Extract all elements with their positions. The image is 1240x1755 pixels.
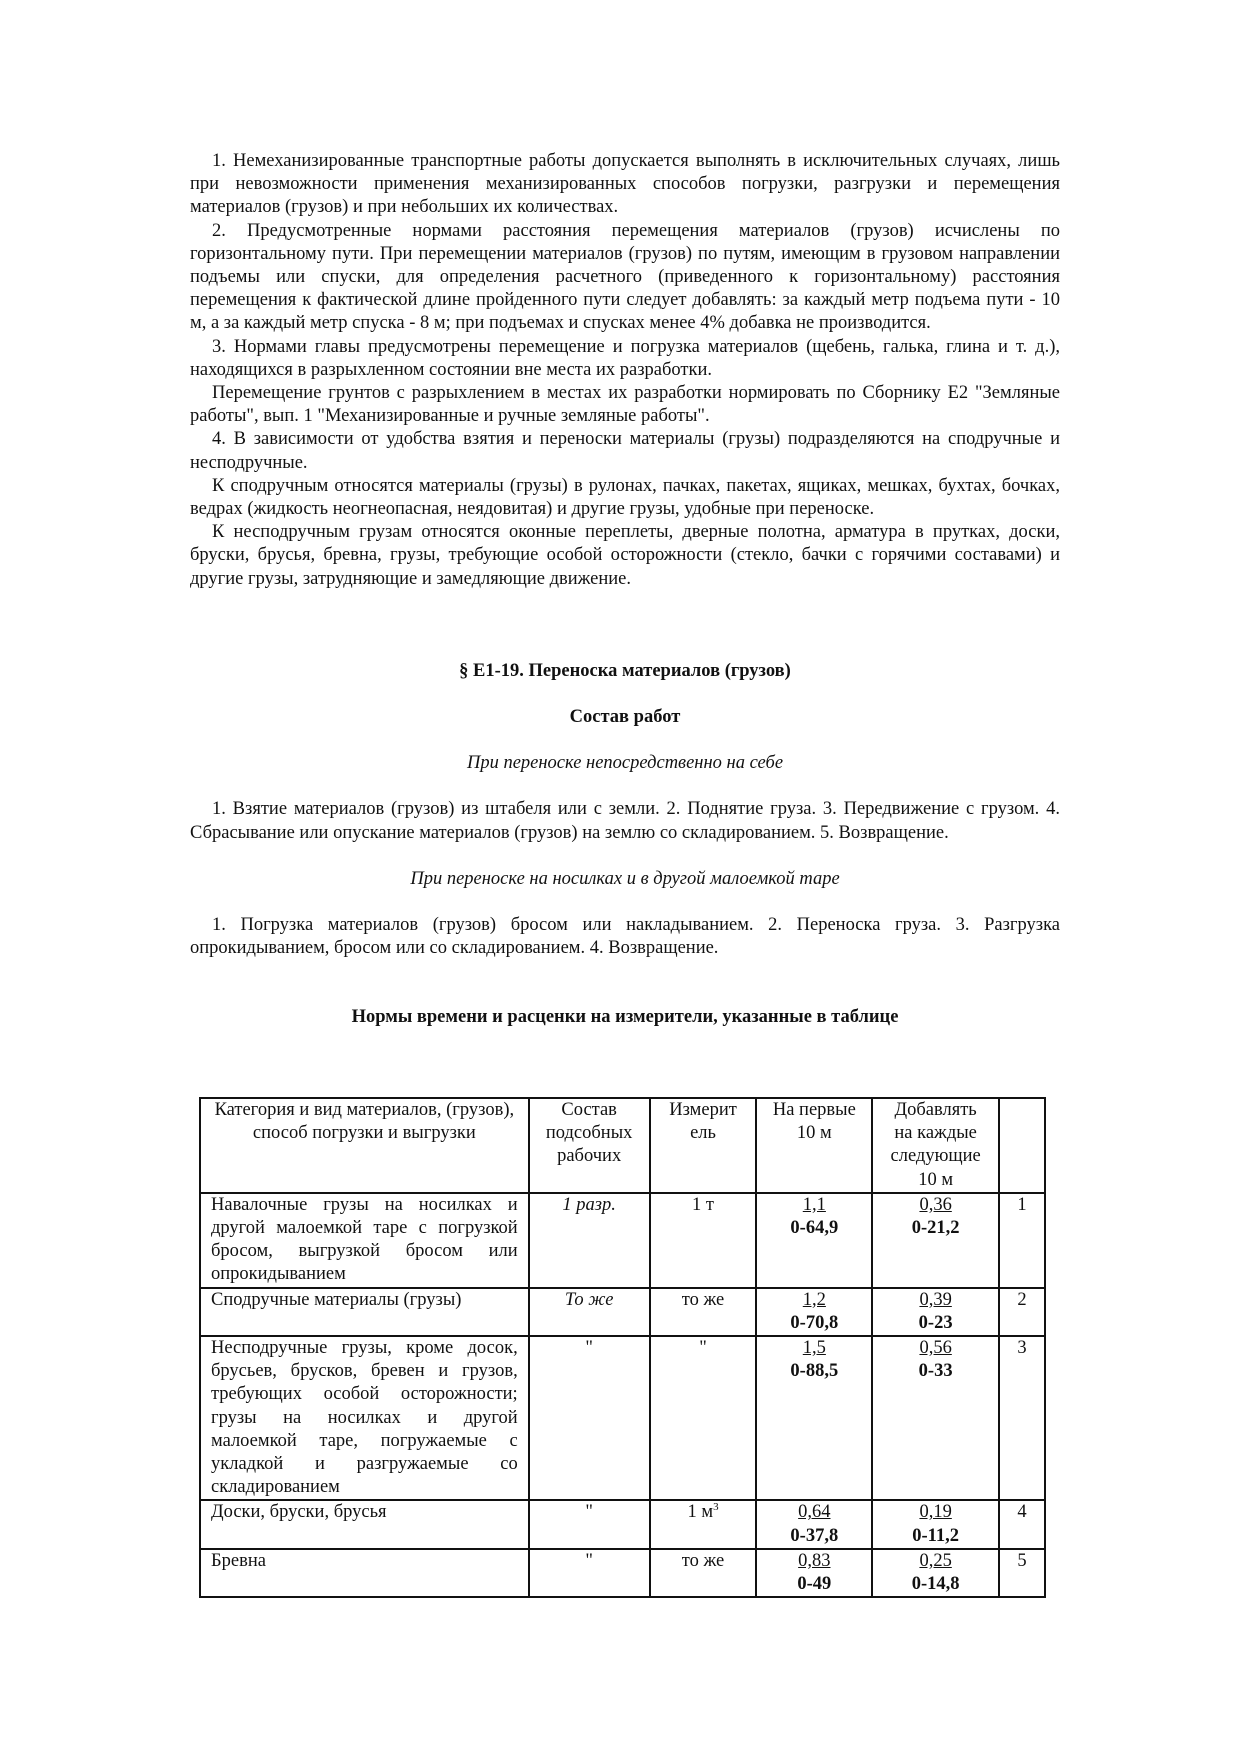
cell-number: 4 (999, 1500, 1045, 1548)
cell-category: Сподручные материалы (грузы) (200, 1288, 529, 1336)
cell-first-10m (756, 1193, 872, 1288)
cell-first-10m (756, 1549, 872, 1597)
norm-time: 1,5 (802, 1338, 826, 1359)
unit-text: " (699, 1338, 707, 1359)
case1-text: 1. Взятие материалов (грузов) из штабеля или с земли. 2. Поднятие груза. 3. Передвижение с грузом. 4. Сбрасывание или опускание материалов (грузов) на землю со складированием. 5. Возвращение. (190, 799, 1060, 843)
cell-category: Несподручные грузы, кроме досок, брусьев, брусков, бревен и грузов, требующих особой осторожности; грузы на носилках и другой малоемкой таре, погружаемые с укладкой и разгружаемые со складированием (200, 1336, 529, 1500)
unit-text: 1 м (687, 1502, 714, 1523)
cell-workers: То же (529, 1288, 650, 1336)
cell-workers: 1 разр. (529, 1193, 650, 1288)
paragraph-7: К несподручным грузам относятся оконные переплеты, дверные полотна, арматура в прутках, доски, бруски, брусья, бревна, грузы, требующие особой осторожности (стекло, бачки с горячими составами) и другие грузы, затрудняющие и замедляющие движение. (190, 522, 1060, 589)
price: 0-37,8 (790, 1525, 839, 1546)
header-workers: Состав подсобных рабочих (529, 1098, 650, 1193)
norm-time: 0,36 (919, 1194, 952, 1215)
unit-text: 1 т (692, 1194, 715, 1215)
section-title: § Е1-19. Переноска материалов (грузов) (459, 660, 791, 681)
header-first-10m: На первые 10 м (756, 1098, 872, 1193)
table-row (200, 1193, 1045, 1288)
paragraph-3: 3. Нормами главы предусмотрены перемещение и погрузка материалов (щебень, галька, глина и т. д.), находящихся в разрыхленном состоянии вне места их разработки. (190, 336, 1060, 380)
paragraph-2: 2. Предусмотренные нормами расстояния перемещения материалов (грузов) исчислены по горизонтальному пути. При перемещении материалов (грузов) по путям, имеющим в грузовом направлении подъемы или спуски, для определения расчетного (приведенного к горизонтальному) расстояния перемещения к фактической длине пройденного пути следует добавлять: за каждый метр подъема пути - 10 м, а за каждый метр спуска - 8 м; при подъемах и спусках менее 4% добавка не производится. (190, 220, 1060, 334)
cell-each-next-10m (872, 1288, 999, 1336)
cell-unit (650, 1193, 757, 1288)
cell-workers: " (529, 1500, 650, 1548)
norm-time: 0,19 (919, 1502, 952, 1523)
price: 0-70,8 (790, 1312, 839, 1333)
document-page (190, 150, 1060, 1030)
cell-number: 2 (999, 1288, 1045, 1336)
header-category: Категория и вид материалов, (грузов), способ погрузки и выгрузки (200, 1098, 529, 1193)
price: 0-14,8 (911, 1574, 960, 1595)
price: 0-21,2 (911, 1218, 960, 1239)
cell-number: 1 (999, 1193, 1045, 1288)
cell-category: Навалочные грузы на носилках и другой малоемкой таре с погрузкой бросом, выгрузкой бросом или опрокидыванием (200, 1193, 529, 1288)
cell-first-10m (756, 1500, 872, 1548)
cell-unit (650, 1549, 757, 1597)
norm-time: 0,64 (798, 1502, 831, 1523)
norm-time: 0,83 (798, 1550, 831, 1571)
cell-category: Доски, бруски, брусья (200, 1500, 529, 1548)
unit-text: то же (681, 1289, 725, 1310)
table-row (200, 1549, 1045, 1597)
cell-each-next-10m (872, 1549, 999, 1597)
cell-unit (650, 1336, 757, 1500)
unit-sup: 3 (713, 1501, 719, 1514)
cell-unit (650, 1500, 757, 1548)
table-header-row (200, 1098, 1045, 1193)
cell-first-10m (756, 1288, 872, 1336)
cell-each-next-10m (872, 1500, 999, 1548)
header-unit: Измерит ель (650, 1098, 757, 1193)
cell-number: 3 (999, 1336, 1045, 1500)
price: 0-64,9 (790, 1218, 839, 1239)
price: 0-33 (918, 1361, 953, 1382)
case2-text: 1. Погрузка материалов (грузов) бросом или накладыванием. 2. Переноска груза. 3. Разгрузка опрокидыванием, бросом или со складированием. 4. Возвращение. (190, 915, 1060, 959)
price: 0-88,5 (790, 1361, 839, 1382)
composition-title: Состав работ (569, 707, 681, 728)
cell-workers: " (529, 1336, 650, 1500)
cell-unit (650, 1288, 757, 1336)
cell-first-10m (756, 1336, 872, 1500)
paragraph-6: К сподручным относятся материалы (грузы) в рулонах, пачках, пакетах, ящиках, мешках, бухтах, бочках, ведрах (жидкость неогнеопасная, неядовитая) и другие грузы, удобные при переноске. (190, 475, 1060, 520)
header-each-next-10m: Добавлять на каждые следующие 10 м (872, 1098, 999, 1193)
norm-time: 0,56 (919, 1338, 952, 1359)
cell-number: 5 (999, 1549, 1045, 1597)
norm-time: 0,39 (919, 1289, 952, 1310)
table-title: Нормы времени и расценки на измерители, указанные в таблице (351, 1007, 899, 1028)
table-row (200, 1500, 1045, 1548)
case1-title: При переноске непосредственно на себе (466, 753, 784, 774)
norms-table (199, 1097, 1046, 1598)
norm-time: 0,25 (919, 1550, 952, 1571)
norm-time: 1,1 (802, 1194, 826, 1215)
cell-category: Бревна (200, 1549, 529, 1597)
header-number (999, 1098, 1045, 1193)
paragraph-5: 4. В зависимости от удобства взятия и переноски материалы (грузы) подразделяются на сподручные и несподручные. (190, 429, 1060, 473)
unit-text: то же (681, 1550, 725, 1571)
cell-each-next-10m (872, 1336, 999, 1500)
price: 0-49 (797, 1574, 832, 1595)
table-row (200, 1336, 1045, 1500)
cell-each-next-10m (872, 1193, 999, 1288)
table-row (200, 1288, 1045, 1336)
price: 0-23 (918, 1312, 953, 1333)
norm-time: 1,2 (802, 1289, 826, 1310)
case2-title: При переноске на носилках и в другой малоемкой таре (410, 868, 840, 889)
paragraph-1: 1. Немеханизированные транспортные работы допускается выполнять в исключительных случаях, лишь при невозможности применения механизированных способов погрузки, разгрузки и перемещения материалов (грузов) и при небольших их количествах. (190, 151, 1060, 218)
price: 0-11,2 (912, 1525, 960, 1546)
paragraph-4: Перемещение грунтов с разрыхлением в местах их разработки нормировать по Сборнику Е2 "Земляные работы", вып. 1 "Механизированные и ручные земляные работы". (190, 383, 1060, 427)
cell-workers: " (529, 1549, 650, 1597)
